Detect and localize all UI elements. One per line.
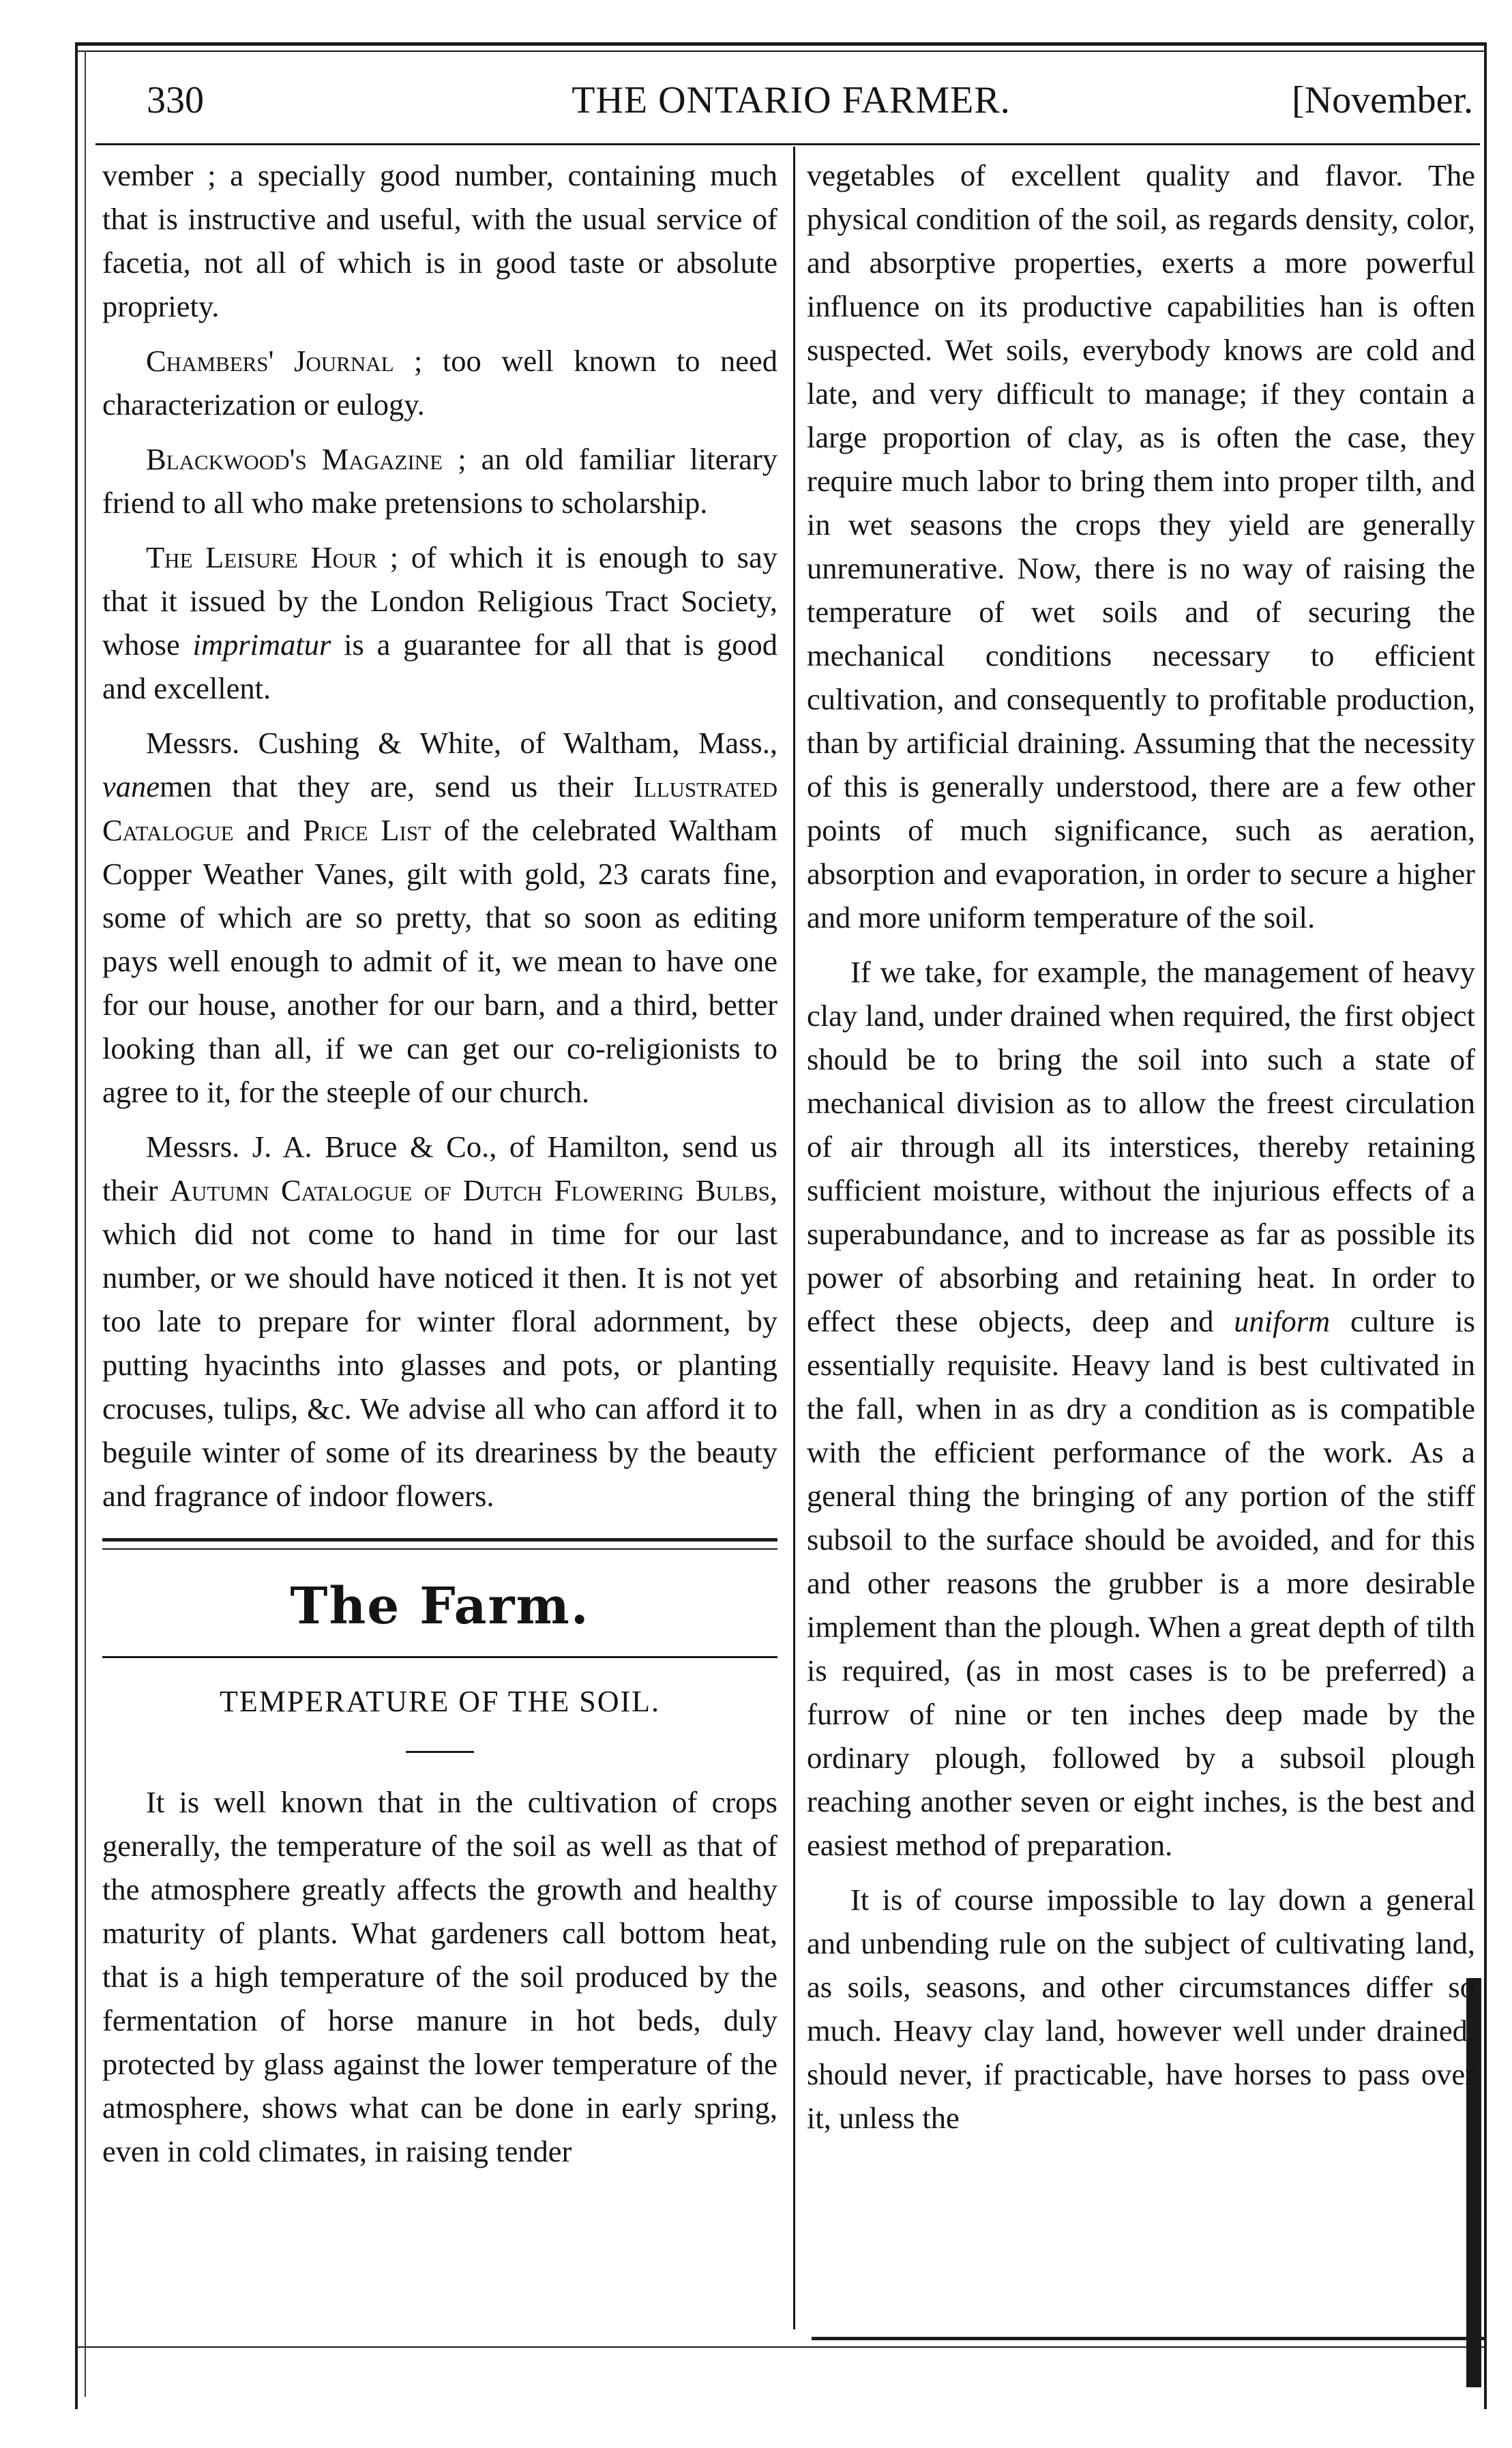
italic-text: vane	[102, 769, 160, 803]
publication-name: Chambers' Journal	[146, 344, 394, 378]
paragraph-text: It is of course impossible to lay down a general and unbending rule on the subject of cultivating land, as soils, seasons, and other circumstances differ so much. Heavy clay land, however well under drained, should never, if practicable, have horses to pass over it, unless the	[807, 1883, 1475, 2135]
paragraph-text: is a guarantee for all that is good and excellent.	[102, 628, 777, 705]
paragraph-text: Messrs. J. A. Bruce & Co., of Hamilton, send us their	[102, 1130, 777, 1207]
section-title: The Farm.	[290, 1577, 590, 1636]
paragraph-text: culture is essentially requisite. Heavy land is best cultivated in the fall, when in as dry a condition as is compatible with the efficient performance of the work. As a general thing the bringing of any portion of the stiff subsoil to the surface should be avoided, and for this and other reasons the grubber is a more desirable implement than the plough. When a great depth of tilth is required, (as in most cases is to be preferred) a furrow of nine or ten inches deep made by the ordinary plough, followed by a subsoil plough reaching another seven or eight inches, is the best and easiest method of preparation.	[807, 1304, 1475, 1862]
paragraph-text: of the celebrated Waltham Copper Weather Vanes, gilt with gold, 23 carats fine, some of which are so pretty, that so soon as editing pays well enough to admit of it, we mean to have one for our house, another for our barn, and a third, better looking than all, if we can get our co-religionists to agree to it, for the steeple of our church.	[102, 813, 777, 1109]
catalogue-name: Price List	[303, 813, 432, 847]
publication-name: Blackwood's Magazine	[146, 442, 443, 476]
frame-border-top-inner	[75, 50, 1487, 52]
paragraph-text: vember ; a specially good number, containing much that is instructive and useful, with the usual service of facetia, not all of which is in good taste or absolute propriety.	[102, 158, 777, 323]
frame-border-bottom	[75, 2346, 1487, 2348]
paragraph	[807, 1878, 1475, 2140]
column-divider	[793, 147, 795, 2329]
paragraph-text: , which did not come to hand in time for our last number, or we should have noticed it then. It is not yet too late to prepare for winter floral adornment, by putting hyacinths into glasses and pots, or planting crocuses, tulips, &c. We advise all who can afford it to beguile winter of some of its dreariness by the beauty and fragrance of indoor flowers.	[102, 1173, 777, 1513]
paragraph	[102, 153, 777, 328]
frame-border-top	[75, 42, 1487, 46]
article-title: TEMPERATURE OF THE SOIL.	[219, 1685, 661, 1718]
page-number: 330	[147, 79, 204, 121]
paragraph	[102, 535, 777, 710]
issue-month: [November.	[1292, 79, 1473, 121]
paragraph-text: and	[233, 813, 303, 847]
frame-border-left	[75, 42, 78, 2409]
paragraph-text: ; an old familiar literary friend to all who make pretensions to scholarship.	[102, 442, 777, 520]
page-title: THE ONTARIO FARMER.	[572, 79, 1011, 121]
paragraph-text: men that they are, send us their	[160, 769, 634, 803]
section-rule-under	[102, 1656, 777, 1661]
italic-text: imprimatur	[192, 628, 331, 662]
frame-border-bottom-right	[812, 2337, 1487, 2340]
paragraph	[102, 1780, 777, 2173]
paragraph	[807, 950, 1475, 1867]
paragraph-text: It is well known that in the cultivation of crops generally, the temperature of the soil as well as that of the atmosphere greatly affects the growth and healthy maturity of plants. What gardeners call bottom heat, that is a high temperature of the soil produced by the fermentation of horse manure in hot beds, duly protected by glass against the lower temperature of the atmosphere, shows what can be done in early spring, even in cold climates, in raising tender	[102, 1785, 777, 2168]
italic-text: uniform	[1234, 1304, 1331, 1338]
catalogue-name: Illustrated Catalogue	[102, 769, 777, 847]
page-header	[109, 78, 1473, 133]
title-rule	[406, 1751, 474, 1753]
paragraph	[102, 721, 777, 1114]
catalogue-name: Autumn Catalogue of Dutch Flowering Bulbs	[169, 1173, 770, 1207]
paragraph-text: Messrs. Cushing & White, of Waltham, Mass.,	[146, 726, 777, 760]
publication-name: The Leisure Hour	[146, 540, 378, 574]
paragraph	[102, 437, 777, 525]
paragraph-text: ; too well known to need characterization or eulogy.	[102, 344, 777, 422]
right-column	[807, 153, 1475, 2151]
header-rule	[95, 143, 1480, 145]
paragraph-text: ; of which it is enough to say that it issued by the London Religious Tract Society, whose	[102, 540, 778, 662]
paragraph-text: If we take, for example, the management of heavy clay land, under drained when required, the first object should be to bring the soil into such a state of mechanical division as to allow the freest circulation of air through all its interstices, thereby retaining sufficient moisture, without the injurious effects of a superabundance, and to increase as far as possible its power of absorbing and retaining heat. In order to effect these objects, deep and	[807, 955, 1475, 1338]
section-rule-thin	[102, 1548, 777, 1550]
section-rule-thick	[102, 1538, 777, 1542]
paragraph	[102, 339, 777, 426]
paragraph	[807, 153, 1475, 939]
left-column	[102, 153, 777, 2184]
frame-border-right	[1484, 42, 1487, 2409]
frame-border-left-inner	[85, 50, 86, 2397]
paragraph	[102, 1125, 777, 1518]
paragraph-text: vegetables of excellent quality and flavor. The physical condition of the soil, as regards density, color, and absorptive properties, exerts a more powerful influence on its productive capabilities han is often suspected. Wet soils, everybody knows are cold and late, and very difficult to manage; if they contain a large proportion of clay, as is often the case, they require much labor to bring them into proper tilth, and in wet seasons the crops they yield are generally unremunerative. Now, there is no way of raising the temperature of wet soils and of securing the mechanical conditions necessary to efficient cultivation, and consequently to profitable production, than by artificial draining. Assuming that the necessity of this is generally understood, there are a few other points of much significance, such as aeration, absorption and evaporation, in order to secure a higher and more uniform temperature of the soil.	[807, 158, 1475, 934]
